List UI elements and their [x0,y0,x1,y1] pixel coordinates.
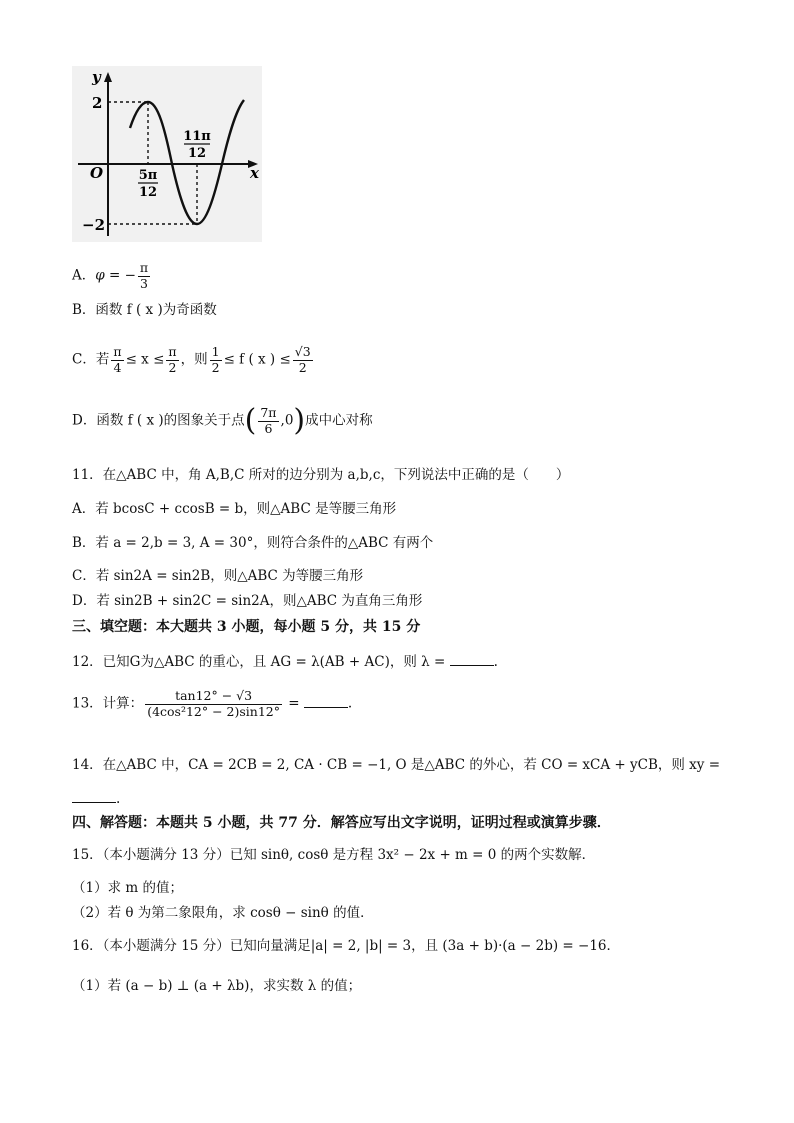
q15-stem: 15．（本小题满分 13 分）已知 sinθ, cosθ 是方程 3x² − 2x + m = 0 的两个实数解． [72,847,596,863]
q10-d-after: ,0 [280,412,294,429]
q10-c-frac2-den: 2 [168,359,177,375]
q10-d-rparen: ) [293,403,306,438]
q13-answer-blank [304,695,348,708]
q13-den: (4cos²12° − 2)sin12° [147,703,280,719]
x2-label-num: 11π [183,129,211,144]
q13-end: . [347,695,353,712]
q10-c-frac3-num: 1 [211,344,220,359]
q11-stem: 11．在△ABC 中，角 A,B,C 所对的边分别为 a,b,c，下列说法中正确的是（ ） [72,467,570,483]
q10-a-frac [138,262,150,290]
q13-frac [145,690,282,718]
q16-part1: （1）若 (a − b) ⊥ (a + λb)，求实数 λ 的值； [72,978,362,994]
q10-d-frac-num: 7π [260,405,277,420]
q15-part1: （1）求 m 的值； [72,880,183,896]
section4-heading: 四、解答题：本题共 5 小题，共 77 分．解答应写出文字说明，证明过程或演算步骤． [72,815,611,831]
q16-stem: 16．（本小题满分 15 分）已知向量满足|a| = 2, |b| = 3，且 (3a + b)·(a − 2b) = −16． [72,938,621,954]
q10-d-prefix: D．函数 f ( x )的图象关于点 [72,412,245,429]
y-axis-label: y [92,68,101,86]
q14-answer-blank [72,790,116,803]
q10-option-a [72,262,152,290]
q12-end: . [493,654,498,670]
x1-label-den: 12 [138,185,158,200]
q10-c-frac4-den: 2 [298,359,307,375]
q13-eq: = [284,695,304,712]
q10-c-prefix: C．若 [72,351,110,368]
q13 [72,690,352,718]
q10-c-frac2-num: π [168,344,177,359]
q10-option-d [72,403,373,438]
q13-prefix: 13．计算： [72,695,144,712]
q10-c-frac3 [210,346,222,374]
q13-num: tan12° − √3 [145,690,282,705]
q10-c-frac4-num: √3 [294,344,311,359]
origin-label: O [90,164,104,182]
q10-c-frac2 [166,346,178,374]
q12-answer-blank [450,653,494,666]
q10-a-num: π [139,260,149,275]
q10-c-frac1-den: 4 [113,359,122,375]
q10-c-frac1-num: π [113,344,122,359]
q10-c-mid3: ≤ f ( x ) ≤ [223,351,291,368]
q10-d-frac-den: 6 [264,420,273,436]
q10-c-frac4 [293,346,313,374]
q10-c-mid2: ，则 [180,351,208,368]
y-max-label: 2 [92,94,103,112]
x-axis-label: x [250,164,259,182]
q14-text: 14．在△ABC 中，CA = 2CB = 2, CA · CB = −1, O 是△ABC 的外心，若 CO = xCA + yCB，则 xy = [72,757,721,773]
q11-option-c: C．若 sin2A = sin2B，则△ABC 为等腰三角形 [72,568,364,584]
q10-d-lparen: ( [244,403,257,438]
q10-a-eq: = − [104,267,136,284]
q15-part2: （2）若 θ 为第二象限角，求 cosθ − sinθ 的值． [72,905,374,921]
q10-c-frac3-den: 2 [211,359,220,375]
section3-heading: 三、填空题：本大题共 3 小题，每小题 5 分，共 15 分 [72,619,421,635]
function-graph [72,66,262,242]
q10-c-frac1 [111,346,123,374]
y-min-label: −2 [82,216,106,234]
q14-answer-line [72,790,120,807]
q10-a-prefix: A． [72,267,96,284]
q10-d-frac [258,407,278,435]
q12 [72,653,498,670]
q12-text: 12．已知G为△ABC 的重心，且 AG = λ(AB + AC)，则 λ = [72,654,450,670]
q11-option-a: A．若 bcosC + ccosB = b，则△ABC 是等腰三角形 [72,501,397,517]
x1-label-num: 5π [138,168,158,183]
q10-c-mid1: ≤ x ≤ [125,351,165,368]
q11-option-b: B．若 a = 2,b = 3, A = 30°，则符合条件的△ABC 有两个 [72,535,434,551]
x2-label-den: 12 [187,146,207,161]
q11-option-d: D．若 sin2B + sin2C = sin2A，则△ABC 为直角三角形 [72,593,423,609]
q10-option-b: B．函数 f ( x )为奇函数 [72,302,217,318]
q10-d-suffix: 成中心对称 [305,412,373,429]
q14-end: . [116,791,121,807]
q10-a-den: 3 [140,275,148,291]
q10-option-c [72,346,315,374]
q10-a-var: φ [95,267,105,284]
